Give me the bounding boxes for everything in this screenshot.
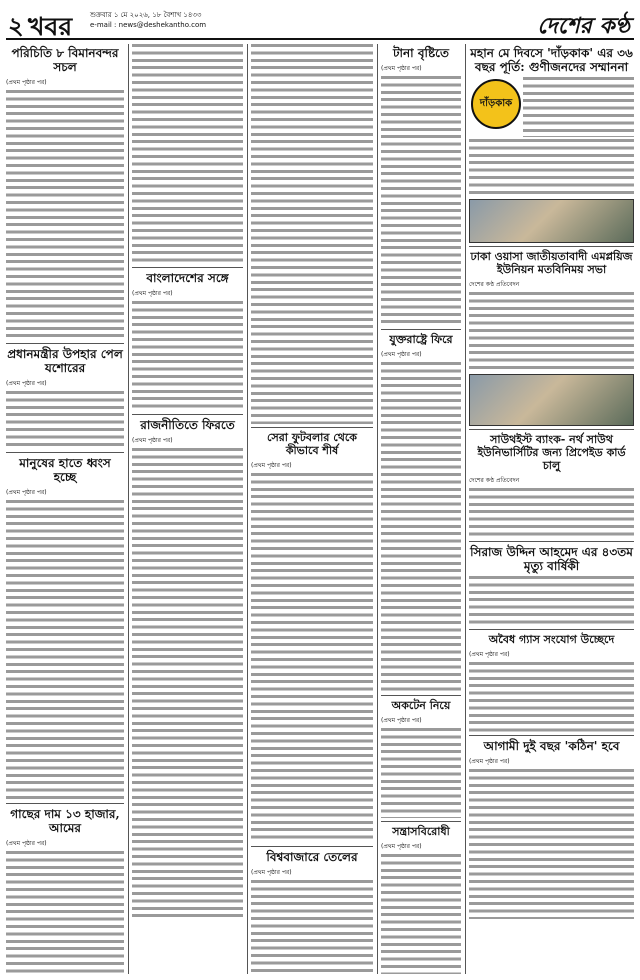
- article-headline: যুক্তরাষ্ট্রে ফিরে: [389, 333, 453, 346]
- meeting-photo: [469, 374, 634, 426]
- article-headline: সিরাজ উদ্দিন আহমেদ এর ৪৩তম মৃত্যু বার্ষিকী: [470, 545, 633, 573]
- continuation-label: (প্রথম পৃষ্ঠার পর): [6, 840, 47, 847]
- continuation-label: (প্রথম পৃষ্ঠার পর): [469, 651, 510, 658]
- section-title: খবর: [28, 12, 73, 41]
- article-body: [381, 76, 461, 326]
- continuation-label: (প্রথম পৃষ্ঠার পর): [381, 717, 422, 724]
- article-divider: [6, 803, 124, 804]
- article-1-1: [6, 46, 124, 340]
- article-body: [132, 301, 243, 411]
- article-headline: সন্ত্রাসবিরোধী: [392, 825, 450, 838]
- continuation-label: (প্রথম পৃষ্ঠার পর): [381, 843, 422, 850]
- article-4-1: [381, 46, 461, 326]
- column-divider: [247, 44, 248, 974]
- article-headline: আগামী দুই বছর 'কঠিন' হবে: [483, 739, 620, 753]
- article-body: [381, 854, 461, 974]
- article-divider: [469, 246, 634, 247]
- article-body: [251, 880, 373, 974]
- darkak-logo: [471, 79, 521, 129]
- continuation-label: (প্রথম পৃষ্ঠার পর): [6, 79, 47, 86]
- article-body: [6, 500, 124, 800]
- article-1-2: [6, 347, 124, 449]
- article-headline: সেরা ফুটবলার থেকে কীভাবে শীর্ষ: [267, 431, 357, 457]
- article-body: [469, 292, 634, 372]
- page-header: [6, 6, 634, 40]
- column-divider: [465, 44, 466, 974]
- article-1-3: [6, 456, 124, 800]
- article-body: [523, 77, 634, 137]
- article-headline: প্রধানমন্ত্রীর উপহার পেল যশোরের: [7, 347, 123, 375]
- article-body: [132, 448, 243, 918]
- article-headline: টানা বৃষ্টিতে: [393, 46, 449, 60]
- article-body: [251, 473, 373, 843]
- article-divider: [381, 695, 461, 696]
- article-body: [132, 44, 243, 264]
- article-content: [469, 77, 634, 197]
- article-divider: [381, 329, 461, 330]
- article-2-1: [132, 271, 243, 411]
- article-body: [469, 662, 634, 732]
- article-divider: [469, 629, 634, 630]
- date-text: শুক্রবার ১ মে ২০২৬, ১৮ বৈশাখ ১৪৩৩: [90, 11, 202, 19]
- continuation-label: (প্রথম পৃষ্ঠার পর): [251, 869, 292, 876]
- article-divider: [6, 452, 124, 453]
- article-headline: পরিচিতি ৮ বিমানবন্দর সচল: [11, 46, 119, 74]
- event-photo: [469, 199, 634, 243]
- column-divider: [377, 44, 378, 974]
- article-body: [381, 362, 461, 692]
- article-headline: সাউথইস্ট ব্যাংক- নর্থ সাউথ ইউনিভার্সিটির জন্য প্রিপেইড কার্ড চালু: [477, 433, 626, 472]
- article-body: [469, 769, 634, 919]
- article-body: [469, 488, 634, 538]
- article-5-6: [469, 739, 634, 919]
- page-number: ২: [8, 11, 24, 40]
- dateline: [90, 10, 206, 30]
- article-divider: [132, 414, 243, 415]
- article-divider: [381, 821, 461, 822]
- article-body: [6, 90, 124, 340]
- continuation-label: (প্রথম পৃষ্ঠার পর): [381, 65, 422, 72]
- continuation-label: (প্রথম পৃষ্ঠার পর): [132, 437, 173, 444]
- article-3-1: [251, 431, 373, 843]
- article-divider: [251, 427, 373, 428]
- continuation-label: (প্রথম পৃষ্ঠার পর): [469, 758, 510, 765]
- article-divider: [469, 429, 634, 430]
- column-divider: [128, 44, 129, 974]
- article-divider: [132, 267, 243, 268]
- article-5-5: [469, 633, 634, 732]
- article-headline: মহান মে দিবসে 'দাঁড়কাক' এর ৩৬ বছর পূর্তি: গুণীজনদের সম্মাননা: [470, 46, 633, 74]
- column-4: [381, 44, 461, 974]
- column-2: [132, 44, 243, 974]
- article-divider: [251, 846, 373, 847]
- article-headline: গাছের দাম ১৩ হাজার, আমের: [10, 807, 120, 835]
- article-body: [251, 44, 373, 424]
- continuation-label: (প্রথম পৃষ্ঠার পর): [6, 380, 47, 387]
- continuation-label: (প্রথম পৃষ্ঠার পর): [381, 351, 422, 358]
- article-body: [6, 391, 124, 449]
- article-headline: অকটেন নিয়ে: [391, 699, 451, 712]
- article-1-4: [6, 807, 124, 974]
- article-body: [381, 728, 461, 818]
- article-body: [469, 576, 634, 626]
- continuation-label: (প্রথম পৃষ্ঠার পর): [6, 489, 47, 496]
- article-5-3: [469, 433, 634, 538]
- article-headline: ঢাকা ওয়াসা জাতীয়তাবাদী এমপ্লয়িজ ইউনিয়ন মতবিনিময় সভা: [470, 250, 633, 276]
- newspaper-brand: দেশের কণ্ঠ: [537, 13, 630, 39]
- article-5-4: [469, 545, 634, 626]
- byline: দেশের কণ্ঠ প্রতিবেদন: [469, 477, 520, 484]
- article-3-2: [251, 850, 373, 974]
- article-headline: অবৈধ গ্যাস সংযোগ উচ্ছেদে: [488, 633, 615, 646]
- article-4-4: [381, 825, 461, 974]
- article-headline: রাজনীতিতে ফিরতে: [140, 418, 235, 432]
- article-headline: বিশ্ববাজারে তেলের: [266, 850, 358, 864]
- column-1: [6, 44, 124, 974]
- article-4-2: [381, 333, 461, 692]
- column-5: [469, 44, 634, 974]
- byline: দেশের কণ্ঠ প্রতিবেদন: [469, 281, 520, 288]
- article-5-1: [469, 46, 634, 243]
- article-headline: মানুষের হাতে ধ্বংস হচ্ছে: [19, 456, 111, 484]
- article-body: [469, 139, 634, 197]
- article-2-2: [132, 418, 243, 918]
- article-body: [6, 851, 124, 974]
- article-headline: বাংলাদেশের সঙ্গে: [146, 271, 229, 285]
- article-divider: [469, 735, 634, 736]
- article-divider: [6, 343, 124, 344]
- email-text: e-mail : news@deshekantho.com: [90, 21, 207, 29]
- article-5-2: [469, 250, 634, 426]
- column-3: [251, 44, 373, 974]
- logo-text: দাঁড়কাক: [479, 97, 513, 109]
- article-4-3: [381, 699, 461, 818]
- continuation-label: (প্রথম পৃষ্ঠার পর): [132, 290, 173, 297]
- continuation-label: (প্রথম পৃষ্ঠার পর): [251, 462, 292, 469]
- article-divider: [469, 541, 634, 542]
